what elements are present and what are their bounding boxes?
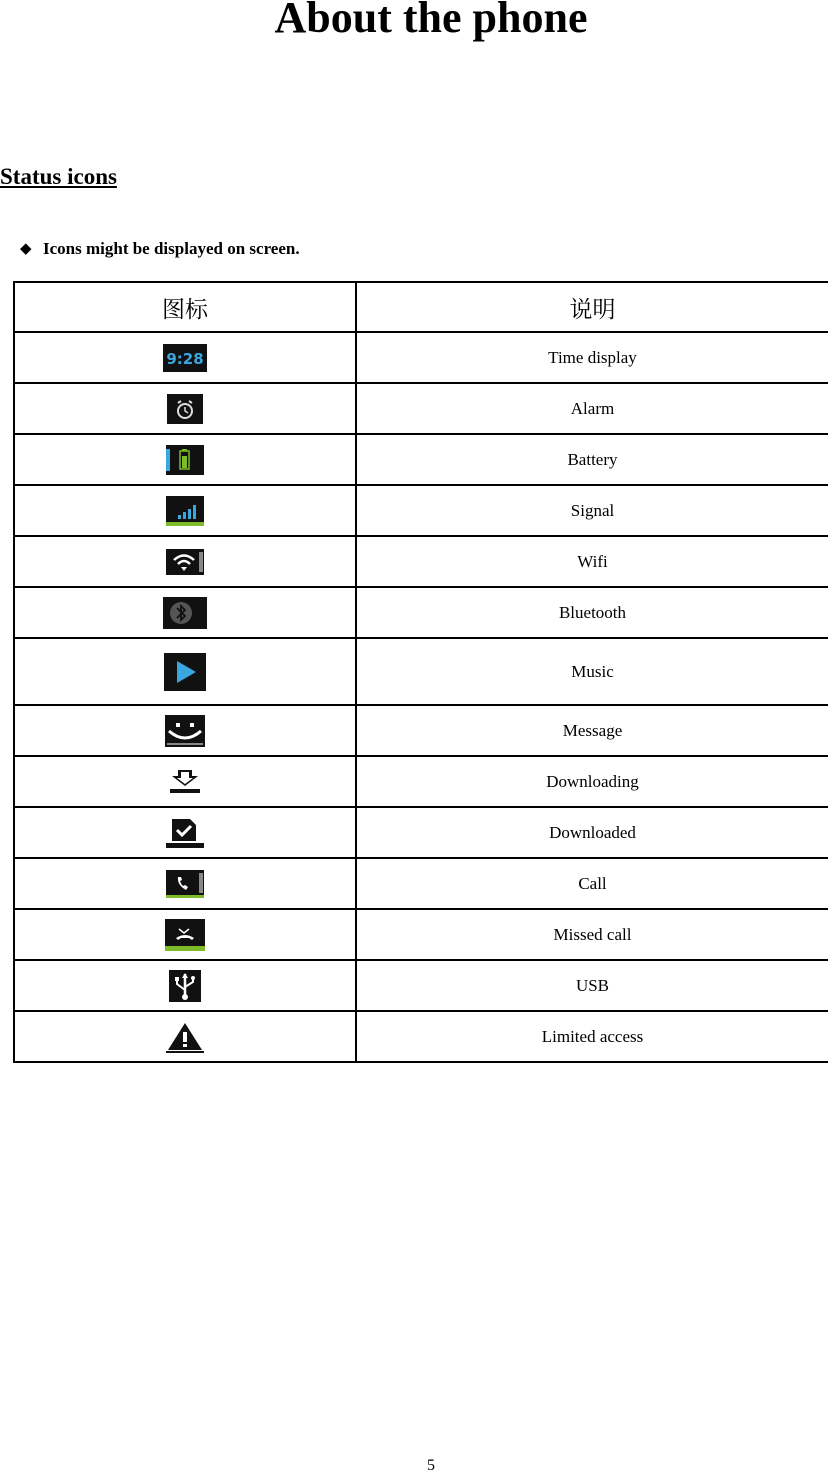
icon-cell (14, 434, 356, 485)
page-number: 5 (427, 1457, 435, 1474)
table-row (14, 756, 828, 807)
table-row (14, 638, 828, 705)
description-cell: Missed call (356, 909, 828, 960)
limited-access-icon (166, 1021, 204, 1053)
bluetooth-icon (163, 597, 207, 629)
status-icons-table (13, 281, 828, 1063)
usb-icon (169, 970, 201, 1002)
battery-icon (166, 445, 204, 475)
icon-cell (14, 960, 356, 1011)
diamond-bullet-icon: ◆ (20, 241, 32, 257)
time-display-icon (163, 344, 207, 372)
icon-cell (14, 383, 356, 434)
icon-cell (14, 756, 356, 807)
icon-cell (14, 536, 356, 587)
icon-cell (14, 705, 356, 756)
icon-cell (14, 858, 356, 909)
message-icon (165, 715, 205, 747)
description-cell: USB (356, 960, 828, 1011)
icon-cell (14, 638, 356, 705)
description-cell: Signal (356, 485, 828, 536)
description-cell: Battery (356, 434, 828, 485)
description-cell: Alarm (356, 383, 828, 434)
music-play-icon (164, 653, 206, 691)
signal-icon (166, 496, 204, 526)
icon-cell (14, 807, 356, 858)
call-icon (166, 870, 204, 898)
description-cell: Limited access (356, 1011, 828, 1062)
description-cell: Message (356, 705, 828, 756)
icon-cell (14, 1011, 356, 1062)
bullet-text: Icons might be displayed on screen. (43, 239, 300, 258)
table-row (14, 1011, 828, 1062)
header-description-column: 说明 (356, 282, 828, 332)
missed-call-icon (165, 919, 205, 951)
table-row (14, 705, 828, 756)
table-header-row (14, 282, 828, 332)
downloaded-icon (166, 817, 204, 849)
description-cell: Wifi (356, 536, 828, 587)
table-row (14, 536, 828, 587)
icon-cell (14, 485, 356, 536)
bullet-item (20, 238, 300, 260)
header-icon-column: 图标 (14, 282, 356, 332)
description-cell: Bluetooth (356, 587, 828, 638)
page-title: About the phone (274, 0, 588, 42)
downloading-icon (168, 768, 202, 796)
table-row (14, 960, 828, 1011)
table-row (14, 858, 828, 909)
table-row (14, 909, 828, 960)
description-cell: Music (356, 638, 828, 705)
table-row (14, 485, 828, 536)
icon-cell (14, 332, 356, 383)
icon-cell (14, 909, 356, 960)
table-row (14, 587, 828, 638)
table-row (14, 807, 828, 858)
section-heading: Status icons (0, 164, 117, 189)
icon-cell (14, 587, 356, 638)
description-cell: Call (356, 858, 828, 909)
table-row (14, 332, 828, 383)
svg-text:9:28: 9:28 (166, 349, 204, 368)
alarm-icon (167, 394, 203, 424)
description-cell: Time display (356, 332, 828, 383)
table-row (14, 383, 828, 434)
description-cell: Downloaded (356, 807, 828, 858)
table-row (14, 434, 828, 485)
wifi-icon (166, 549, 204, 575)
description-cell: Downloading (356, 756, 828, 807)
